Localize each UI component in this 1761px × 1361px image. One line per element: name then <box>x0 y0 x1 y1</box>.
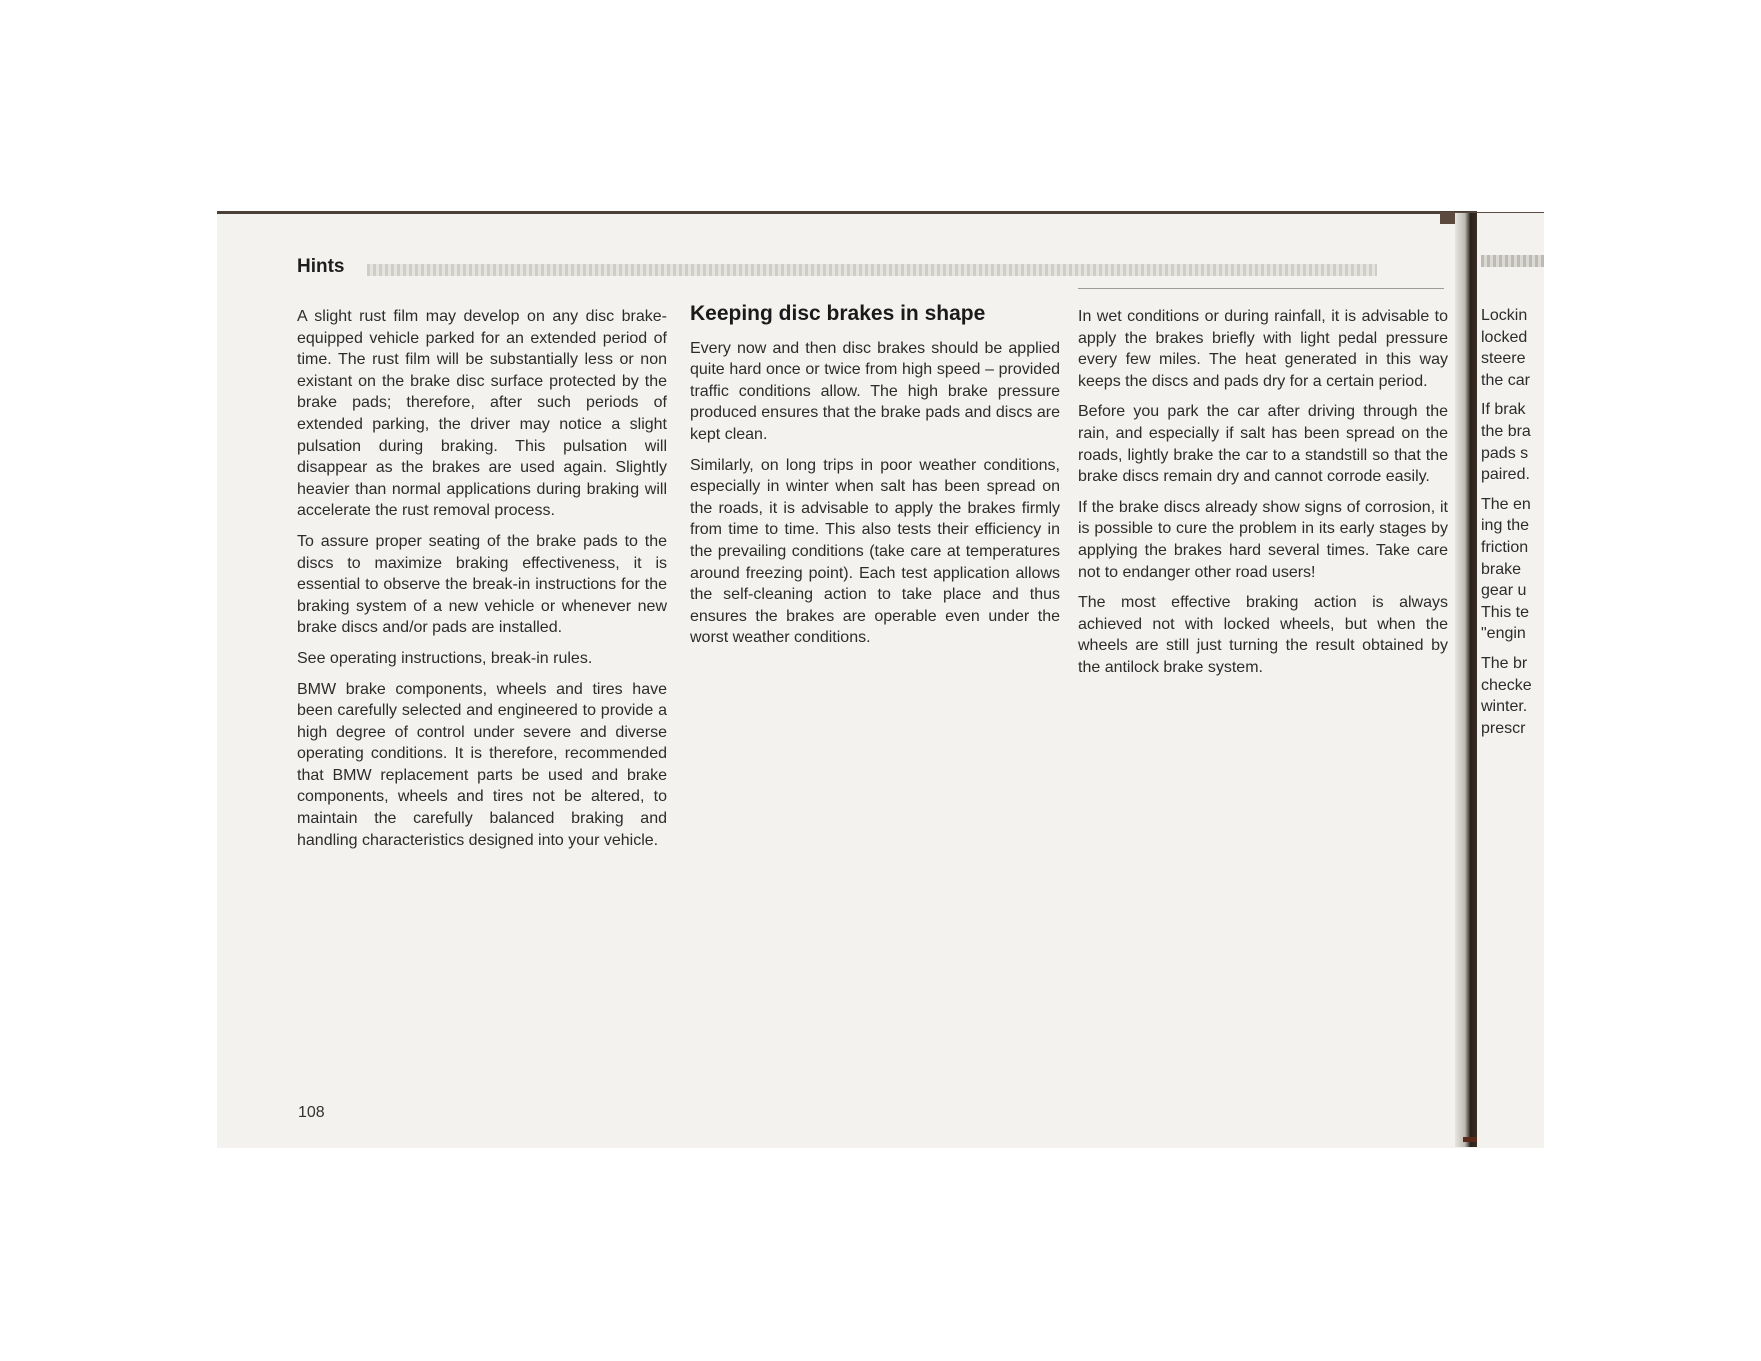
column-rule <box>1078 288 1444 289</box>
book-gutter <box>1455 213 1477 1147</box>
paragraph: The most effective braking action is always achieved not with locked wheels, but when the wheels are still just turning the result obtained by the antilock brake system. <box>1078 594 1448 676</box>
next-page-text <box>1481 305 1544 739</box>
next-page-line: If brak <box>1481 401 1526 419</box>
paragraph: Similarly, on long trips in poor weather conditions, especially in winter when salt has been spread on the roads, it is advisable to apply the brakes firmly from time to time. This also tests their efficiency in the prevailing conditions (take care at temperatures around freezing point). Each test application allows the self-cleaning action to take place and thus ensures the brakes are operable even under the worst weather conditions. <box>690 456 1060 647</box>
paragraph: In wet conditions or during rainfall, it is advisable to apply the brakes briefly with light pedal pressure every few miles. The heat generated in this way keeps the discs and pads dry for a certain period. <box>1078 308 1448 390</box>
page-number: 108 <box>298 1104 325 1121</box>
page-top-edge <box>217 211 1477 214</box>
next-page-line: Lockin <box>1481 307 1528 324</box>
paragraph: BMW brake components, wheels and tires have been carefully selected and engineered to provide a high degree of control under severe and diverse operating conditions. It is therefore, recommended that BMW replacement parts be used and brake components, wheels and tires not be altered, to maintain the carefully balanced braking and handling characteristics designed into your vehicle. <box>297 680 667 849</box>
next-page-line: pads s <box>1481 444 1529 462</box>
paragraph: To assure proper seating of the brake pads to the discs to maximize braking effectiveness, it is essential to observe the break-in instructions for the braking system of a new vehicle or whenever new brake discs and/or pads are installed. <box>297 532 667 637</box>
section-header <box>297 256 1443 282</box>
section-header-rule <box>367 264 1377 276</box>
next-page-line: brake <box>1481 560 1522 578</box>
next-page-line: "engin <box>1481 625 1526 643</box>
next-page-line: locked <box>1481 328 1528 346</box>
next-page-line: ing the <box>1481 517 1530 535</box>
next-page-header-rule <box>1481 255 1544 267</box>
page-corner-mark <box>1463 1137 1477 1142</box>
paragraph: If the brake discs already show signs of corrosion, it is possible to cure the problem in its early stages by applying the brakes hard several times. Take care not to endanger other road users! <box>1078 498 1448 581</box>
next-page-edge <box>1477 213 1544 1147</box>
paragraph: Every now and then disc brakes should be applied quite hard once or twice from high speed – provided traffic conditions allow. The high brake pressure produced ensures that the brake pads and discs are kept clean. <box>690 339 1060 443</box>
paragraph: A slight rust film may develop on any disc brake-equipped vehicle parked for an extended period of time. The rust film will be substantially less or non existant on the brake disc surface protected by the brake pads; therefore, after such periods of extended parking, the driver may notice a slight pulsation during braking. This pulsation will disappear as the brakes are used again. Slightly heavier than normal applications during braking will accelerate the rust removal process. <box>297 308 667 520</box>
paragraph: Before you park the car after driving through the rain, and especially if salt has been spread on the roads, lightly brake the car to a standstill so that the brake discs remain dry and cannot corrode easily. <box>1078 403 1448 486</box>
text-column-1 <box>297 306 667 860</box>
next-page-line: prescr <box>1481 719 1526 737</box>
next-page-line: This te <box>1481 603 1530 621</box>
next-page-line: the bra <box>1481 422 1531 440</box>
section-title: Hints <box>297 256 345 277</box>
next-page-line: winter. <box>1481 698 1528 716</box>
article-heading: Keeping disc brakes in shape <box>690 302 986 325</box>
paragraph: See operating instructions, break-in rules. <box>297 649 593 667</box>
next-page-line: The en <box>1481 495 1531 513</box>
next-page-line: friction <box>1481 538 1529 556</box>
text-column-2 <box>690 302 1060 658</box>
next-page-line: The br <box>1481 654 1528 672</box>
next-page-line: checke <box>1481 676 1532 694</box>
next-page-line: steere <box>1481 350 1526 368</box>
next-page-line: the car <box>1481 371 1530 389</box>
next-page-line: paired. <box>1481 466 1530 484</box>
text-column-3 <box>1078 306 1448 688</box>
next-page-line: gear u <box>1481 582 1527 600</box>
